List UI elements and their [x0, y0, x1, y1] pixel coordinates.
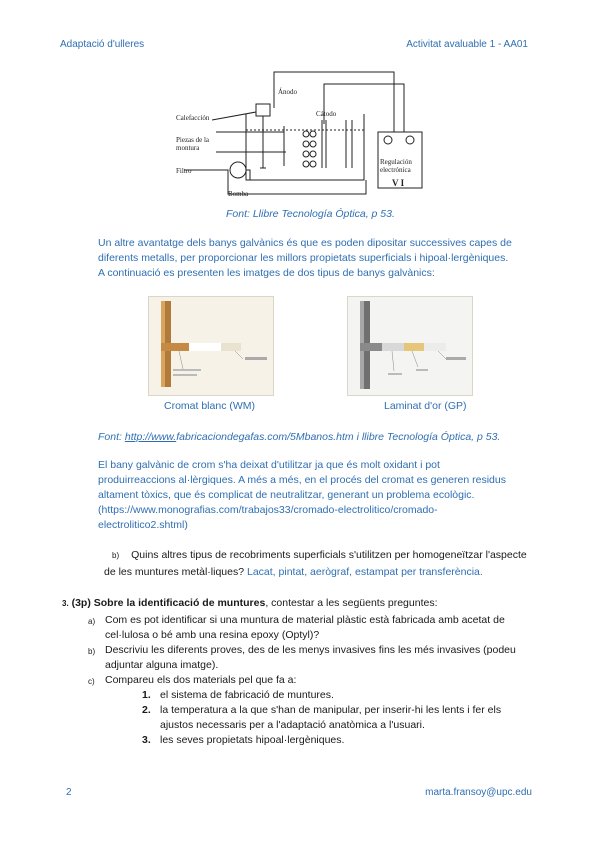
- subitem-3: [142, 733, 522, 748]
- diagram-label-pieces-2: montura: [176, 144, 200, 152]
- white-chrome-label: Cromat blanc (WM): [164, 400, 256, 412]
- subitem-number: 2.: [142, 704, 151, 716]
- item-tag: c): [88, 677, 95, 686]
- diagram-label-anode: Ánodo: [278, 88, 298, 96]
- subitem-1: [142, 688, 522, 703]
- question-b-tag: b): [112, 551, 120, 560]
- gold-plated-label: Laminat d'or (GP): [384, 400, 467, 412]
- diagram-label-filter: Filtro: [176, 167, 192, 175]
- intro-line: Un altre avantatge dels banys galvànics és que es poden dipositar successives capes de: [98, 237, 512, 249]
- intro-line: A continuació es presenten les imatges de dos tipus de banys galvànics:: [98, 267, 435, 279]
- white-chrome-photo: [148, 296, 274, 396]
- section-3-points: (3p): [71, 597, 91, 609]
- diagram-caption: Font: Llibre Tecnología Óptica, p 53.: [226, 208, 395, 220]
- question-b: [104, 547, 532, 580]
- gold-plated-photo: [347, 296, 473, 396]
- page-number: 2: [66, 787, 72, 798]
- section-3-heading: [62, 597, 438, 609]
- item-tag: a): [88, 617, 96, 626]
- item-tag: b): [88, 647, 96, 656]
- section-3-rest: , contestar a les següents preguntes:: [265, 597, 438, 609]
- section-3-item-b: [88, 643, 534, 673]
- diagram-label-regulation-2: electrónica: [380, 166, 411, 174]
- header-course-title: Adaptació d'ulleres: [60, 39, 145, 50]
- header-activity-title: Activitat avaluable 1 - AA01: [406, 39, 528, 50]
- subitem-2: [142, 703, 522, 733]
- question-b-answer: Lacat, pintat, aerògraf, estampat per transferència.: [247, 566, 483, 578]
- question-b-line2: de les muntures metàl·liques?: [104, 566, 245, 578]
- diagram-label-pieces-1: Piezas de la: [176, 136, 210, 144]
- photo-source: [98, 431, 500, 443]
- subitem-text: la temperatura a la que s'han de manipular, per inserir-hi les lents i fer els ajustos necessaris per a l'adaptació anatòmica a l'usuari.: [160, 704, 502, 731]
- subitem-text: el sistema de fabricació de muntures.: [160, 689, 334, 701]
- chrome-paragraph: [98, 458, 534, 533]
- intro-paragraph: [98, 236, 534, 281]
- chrome-line: electrolitico2.shtml): [98, 519, 188, 531]
- diagram-label-pump: Bomba: [228, 190, 249, 198]
- source-rest: fabricaciondegafas.com/5Mbanos.htm i llibre Tecnología Óptica, p 53.: [176, 431, 501, 443]
- item-text: Descriviu les diferents proves, des de les menys invasives fins les més invasives (podeu adjuntar alguna imatge).: [105, 644, 516, 671]
- chrome-line: (https://www.monografias.com/trabajos33/cromado-electrolitico/cromado-: [98, 504, 438, 516]
- chrome-line: altament tòxics, que és complicat de neutralitzar, generant un problema ecològic.: [98, 489, 475, 501]
- chrome-line: El bany galvànic de crom s'ha deixat d'utilitzar ja que és molt oxidant i pot: [98, 459, 440, 471]
- section-3-item-c: [88, 673, 534, 688]
- item-text: Compareu els dos materials pel que fa a:: [105, 674, 297, 686]
- galvanic-bath-diagram: [176, 68, 424, 200]
- section-3-title: Sobre la identificació de muntures: [93, 597, 266, 609]
- subitem-number: 3.: [142, 734, 151, 746]
- diagram-label-meter: V I: [392, 178, 405, 188]
- subitem-number: 1.: [142, 689, 151, 701]
- subitem-text: les seves propietats hipoal·lergèniques.: [160, 734, 345, 746]
- author-email[interactable]: marta.fransoy@upc.edu: [425, 787, 532, 798]
- section-3-item-a: [88, 613, 534, 643]
- diagram-label-regulation-1: Regulación: [380, 158, 412, 166]
- chrome-line: produirreaccions al·lèrgiques. A més a més, en el procés del cromat es generen residus: [98, 474, 506, 486]
- source-prefix: Font:: [98, 431, 125, 443]
- item-text: Com es pot identificar si una muntura de material plàstic està fabricada amb acetat de cel·lulosa o bé amb una resina epoxy (Optyl)?: [105, 614, 505, 641]
- source-link[interactable]: http://www.: [124, 431, 177, 443]
- diagram-label-cathode: Cátodo: [316, 110, 337, 118]
- section-3-number: 3.: [62, 599, 69, 608]
- intro-line: diferents metalls, per proporcionar les millors propietats superficials i hipoal·lergèniques.: [98, 252, 509, 264]
- diagram-label-heating: Calefacción: [176, 114, 210, 122]
- question-b-line1: Quins altres tipus de recobriments superficials s'utilitzen per homogeneïtzar l'aspecte: [131, 549, 527, 561]
